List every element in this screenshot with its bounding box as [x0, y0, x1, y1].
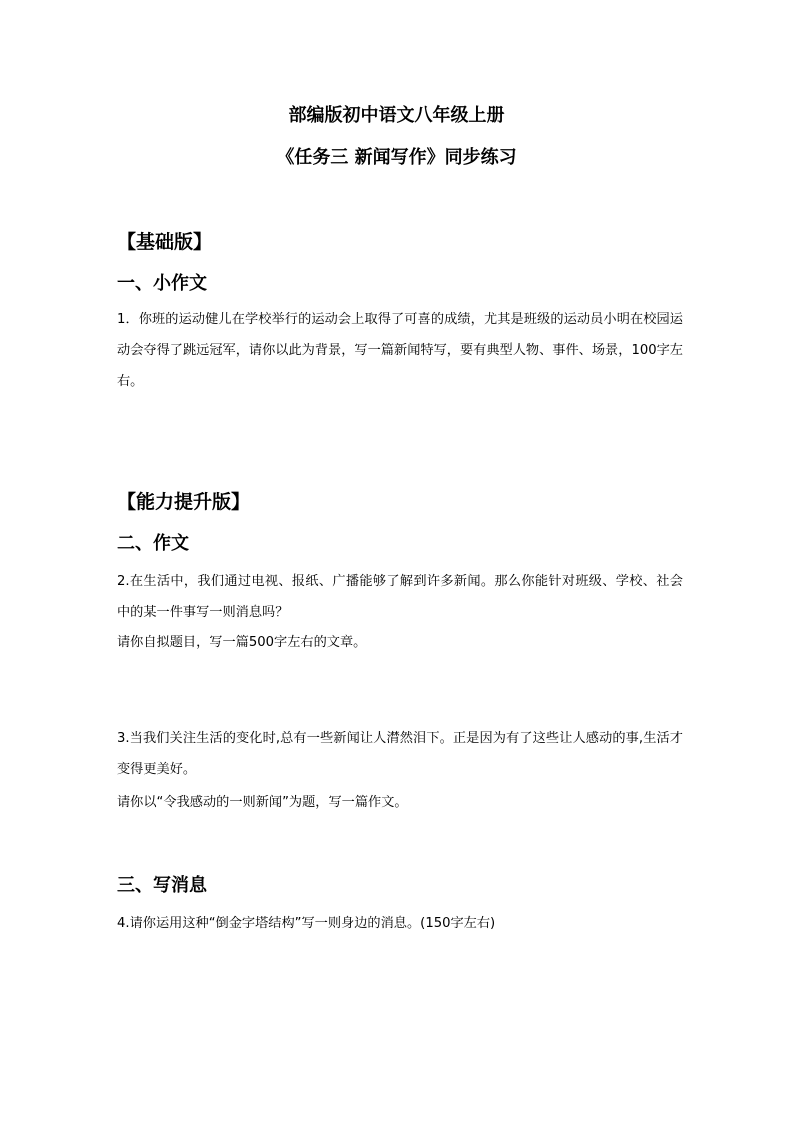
basic-version-label: 【基础版】 — [117, 231, 213, 253]
question-2-requirement: 请你自拟题目，写一篇500字左右的文章。 — [117, 635, 367, 650]
advanced-version-label: 【能力提升版】 — [117, 491, 251, 513]
section-heading-short-essay: 一、小作文 — [117, 273, 207, 294]
question-3-requirement: 请你以“令我感动的一则新闻”为题，写一篇作文。 — [117, 795, 408, 810]
section-heading-essay: 二、作文 — [117, 533, 189, 554]
question-1: 1．你班的运动健儿在学校举行的运动会上取得了可喜的成绩，尤其是班级的运动员小明在校园运动会夺得了跳远冠军，请你以此为背景，写一篇新闻特写，要有典型人物、事件、场景，100字左右。 — [117, 312, 683, 389]
section-heading-news-report: 三、写消息 — [117, 875, 207, 896]
question-2: 2.在生活中，我们通过电视、报纸、广播能够了解到许多新闻。那么你能针对班级、学校、社会中的某一件事写一则消息吗？ — [117, 574, 683, 620]
question-3: 3.当我们关注生活的变化时,总有一些新闻让人潸然泪下。正是因为有了这些让人感动的事,生活才变得更美好。 — [117, 731, 683, 777]
document-title: 部编版初中语文八年级上册 — [288, 105, 505, 126]
document-subtitle: 《任务三 新闻写作》同步练习 — [276, 147, 517, 168]
question-4: 4.请你运用这种“倒金字塔结构”写一则身边的消息。(150字左右) — [117, 916, 496, 931]
